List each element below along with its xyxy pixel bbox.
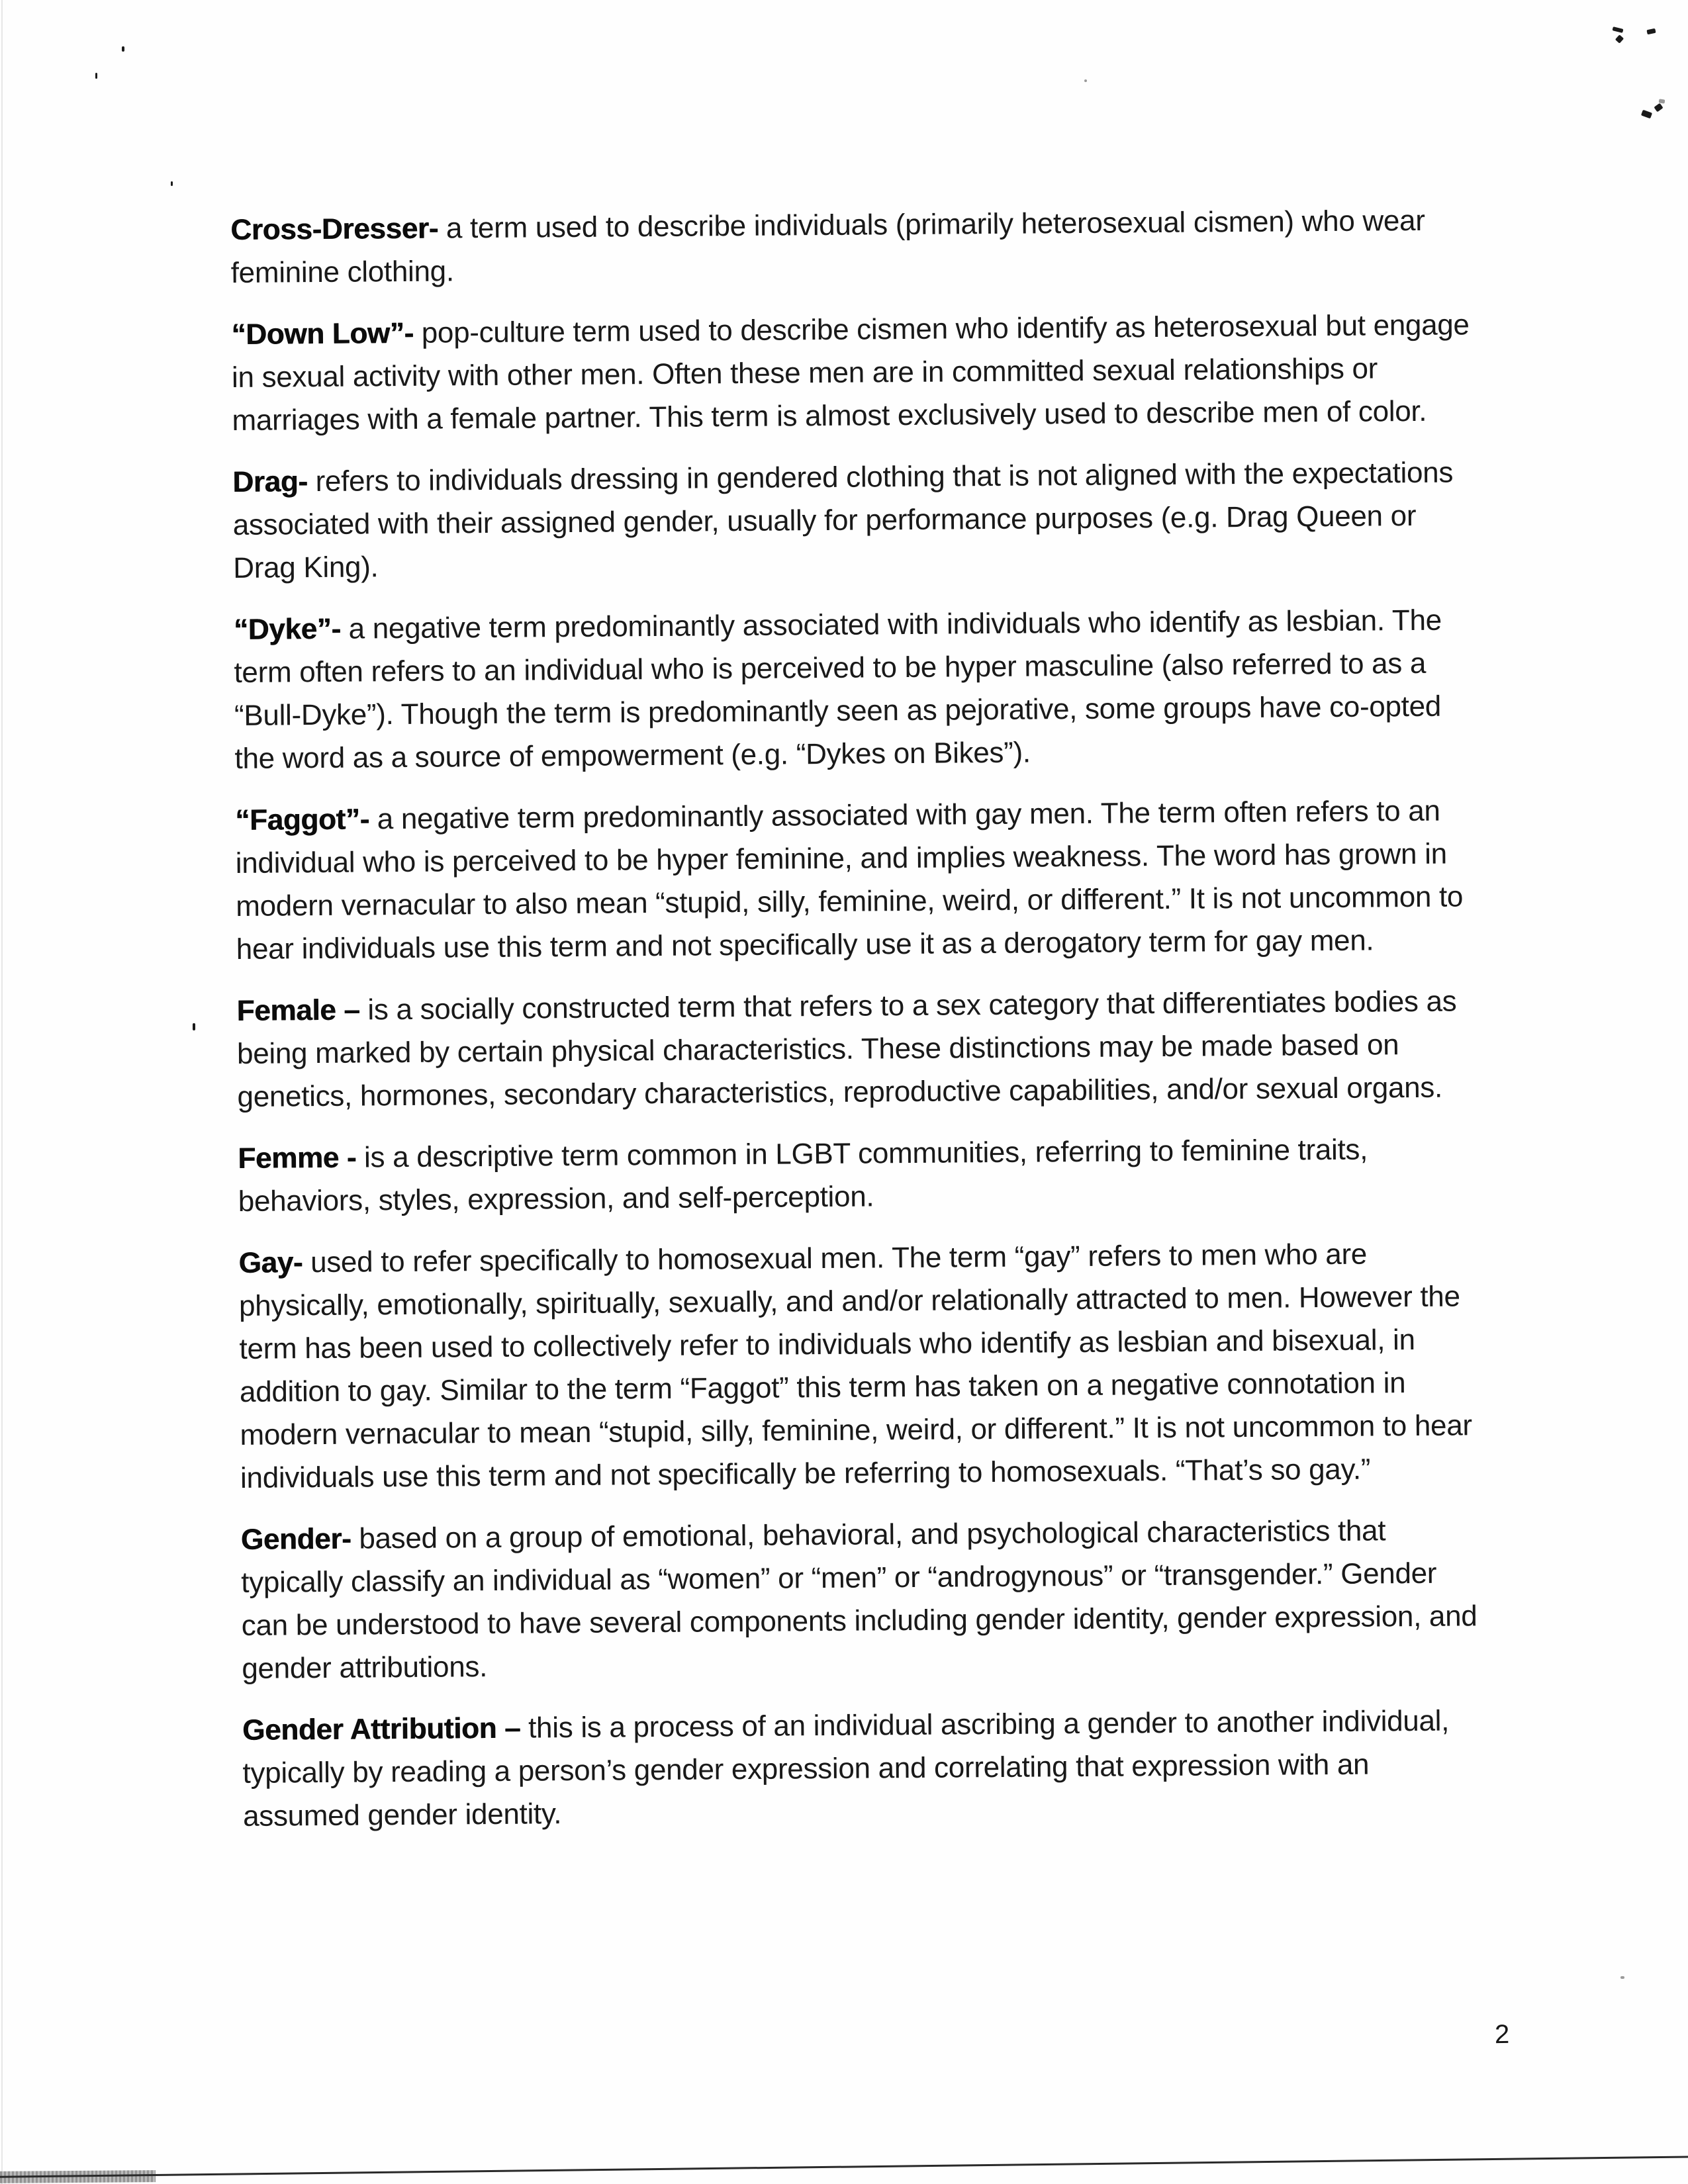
scan-speck	[122, 46, 124, 52]
term-label: Cross-Dresser-	[230, 212, 439, 246]
term-label: “Down Low”-	[231, 316, 414, 351]
scan-speck	[1646, 28, 1656, 35]
scan-speck	[1654, 103, 1663, 113]
definition-text: refers to individuals dressing in gendered clothing that is not aligned with the expectations associated with their assigned gender, usually for performance purposes (e.g. Drag Queen or Drag King).	[232, 456, 1454, 584]
definition-text: a negative term predominantly associated with gay men. The term often refers to an individual who is perceived to be hyper feminine, and implies weakness. The word has grown in modern vernacular to also mean “stupid, silly, feminine, weird, or different.” It is not uncommon to hear individuals use this term and not specifically use it as a derogatory term for gay men.	[235, 794, 1464, 966]
scan-speck	[171, 181, 173, 186]
glossary-entry-femme	[238, 1127, 1483, 1223]
scan-speck	[1615, 34, 1624, 43]
definition-text: used to refer specifically to homosexual men. The term “gay” refers to men who are physically, emotionally, spiritually, sexually, and and/or relationally attracted to men. However the term has been used to collectively refer to individuals who identify as lesbian and bisexual, in addition to gay. Similar to the term “Faggot” this term has taken on a negative connotation in modern vernacular to mean “stupid, silly, feminine, weird, or different.” It is not uncommon to hear individuals use this term and not specifically be referring to homosexuals. “That’s so gay.”	[238, 1238, 1472, 1494]
term-label: “Faggot”-	[235, 803, 370, 837]
term-label: Gender Attribution –	[242, 1711, 521, 1747]
glossary-entry-drag	[232, 451, 1477, 590]
term-label: Drag-	[232, 465, 308, 498]
definition-text: pop-culture term used to describe cismen who identify as heterosexual but engage in sexual activity with other men. Often these men are in committed sexual relationships or marriages with a female partner. This term is almost exclusively used to describe men of color.	[231, 308, 1470, 437]
glossary-entry-female	[236, 979, 1481, 1118]
glossary-entry-cross-dresser	[230, 199, 1476, 295]
scan-speck	[1613, 26, 1624, 33]
scan-speck	[1620, 1976, 1624, 1979]
page-number: 2	[1494, 2019, 1510, 2050]
term-label: Gender-	[240, 1522, 352, 1556]
definition-text: a term used to describe individuals (primarily heterosexual cismen) who wear feminine clothing.	[230, 204, 1425, 289]
glossary-entry-dyke	[234, 598, 1479, 780]
glossary-entry-gender	[241, 1508, 1487, 1690]
definition-text: a negative term predominantly associated with individuals who identify as lesbian. The term often refers to an individual who is perceived to be hyper masculine (also referred to as a “Bull-Dyke”). Though the term is predominantly seen as pejorative, some groups have co-opted the word as a source of empowerment (e.g. “Dykes on Bikes”).	[234, 604, 1442, 775]
scan-speck	[95, 73, 97, 79]
term-label: Female –	[236, 993, 360, 1027]
scan-speck	[1084, 79, 1087, 82]
glossary-entry-faggot	[235, 789, 1481, 971]
scan-speck	[1641, 110, 1652, 119]
definition-text: is a descriptive term common in LGBT communities, referring to feminine traits, behaviors, styles, expression, and self-perception.	[238, 1133, 1368, 1218]
glossary-entry-down-low	[231, 303, 1476, 442]
glossary-entry-gay	[238, 1232, 1485, 1500]
glossary-entry-gender-attribution	[242, 1699, 1487, 1838]
term-label: “Dyke”-	[233, 612, 341, 646]
definition-text: this is a process of an individual ascribing a gender to another individual, typically by reading a person’s gender expression and correlating that expression with an assumed gender identity.	[242, 1704, 1450, 1833]
definition-text: based on a group of emotional, behavioral, and psychological characteristics that typically classify an individual as “women” or “men” or “androgynous” or “transgender.” Gender can be understood to have several components including gender identity, gender expression, and gender attributions.	[241, 1514, 1477, 1685]
scan-edge-line	[0, 2156, 1688, 2178]
scan-edge-line	[1, 0, 3, 2184]
scan-speck	[193, 1023, 195, 1030]
definition-text: is a socially constructed term that refers to a sex category that differentiates bodies as being marked by certain physical characteristics. These distinctions may be made based on genetics, hormones, secondary characteristics, reproductive capabilities, and/or sexual organs.	[236, 985, 1457, 1113]
glossary-text-block	[230, 199, 1487, 1856]
term-label: Gay-	[238, 1246, 303, 1279]
term-label: Femme -	[238, 1141, 357, 1175]
